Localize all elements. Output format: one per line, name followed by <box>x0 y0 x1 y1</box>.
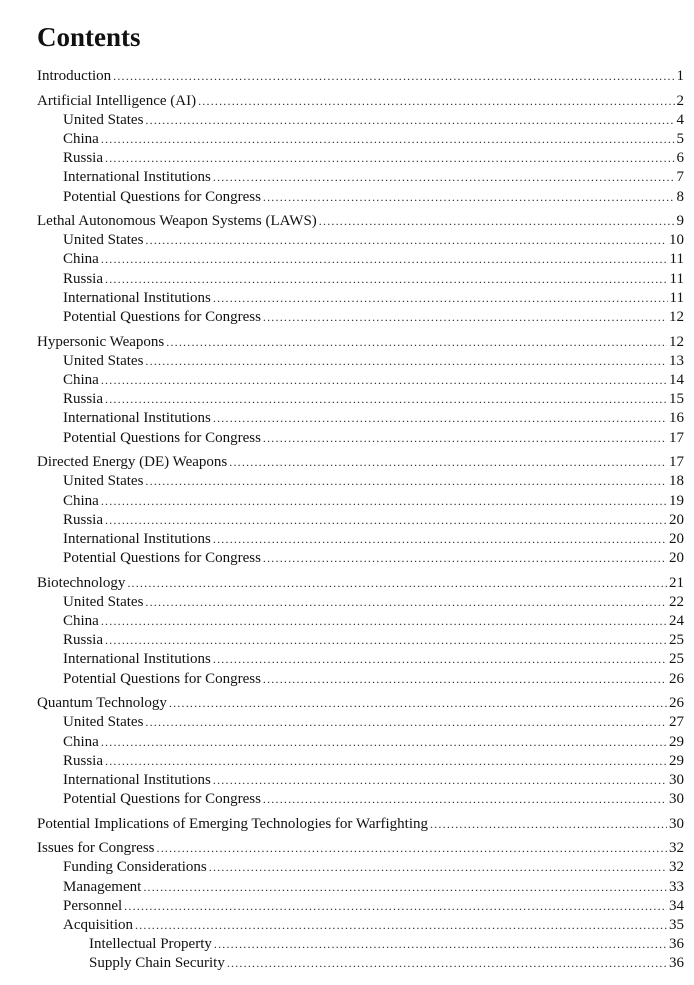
dot-leader <box>105 270 668 289</box>
dot-leader <box>145 593 667 612</box>
dot-leader <box>209 858 667 877</box>
toc-entry[interactable] <box>37 472 684 491</box>
dot-leader <box>169 694 667 713</box>
toc-entry-page: 9 <box>676 213 684 230</box>
toc-entry-title: Funding Considerations <box>63 859 207 876</box>
toc-entry-page: 32 <box>669 840 684 857</box>
dot-leader <box>430 815 667 834</box>
toc-entry-title: United States <box>63 352 144 369</box>
toc-entry-page: 12 <box>669 309 684 326</box>
dot-leader <box>145 231 667 250</box>
dot-leader <box>263 188 675 207</box>
toc-entry-page: 7 <box>676 169 684 186</box>
toc-entry[interactable] <box>37 670 684 689</box>
toc-entry[interactable] <box>37 212 684 231</box>
toc-entry-page: 11 <box>669 289 684 306</box>
toc-entry-page: 32 <box>669 859 684 876</box>
dot-leader <box>319 212 675 231</box>
toc-entry-title: Directed Energy (DE) Weapons <box>37 454 228 471</box>
dot-leader <box>105 631 667 650</box>
toc-entry-page: 20 <box>669 511 684 528</box>
dot-leader <box>145 713 667 732</box>
toc-entry-page: 11 <box>669 270 684 287</box>
toc-entry[interactable] <box>37 694 684 713</box>
dot-leader <box>101 130 675 149</box>
toc-entry-title: China <box>63 492 99 509</box>
dot-leader <box>213 530 667 549</box>
toc-entry[interactable] <box>37 409 684 428</box>
toc-entry-page: 18 <box>669 473 684 490</box>
dot-leader <box>143 878 667 897</box>
toc-entry-title: China <box>63 371 99 388</box>
toc-entry[interactable] <box>37 733 684 752</box>
toc-entry[interactable] <box>37 333 684 352</box>
toc-entry[interactable] <box>37 839 684 858</box>
toc-entry[interactable] <box>37 492 684 511</box>
toc-entry-title: United States <box>63 232 144 249</box>
toc-entry[interactable] <box>37 713 684 732</box>
toc-entry-page: 21 <box>669 574 684 591</box>
toc-entry[interactable] <box>37 858 684 877</box>
toc-entry[interactable] <box>37 231 684 250</box>
toc-entry-page: 34 <box>669 897 684 914</box>
toc-entry-title: Russia <box>63 632 104 649</box>
toc-entry-title: Potential Questions for Congress <box>63 188 261 205</box>
dot-leader <box>101 250 668 269</box>
toc-entry-title: Quantum Technology <box>37 695 167 712</box>
toc-entry-title: International Institutions <box>63 771 211 788</box>
dot-leader <box>145 111 674 130</box>
toc-entry-title: Issues for Congress <box>37 840 155 857</box>
dot-leader <box>263 549 667 568</box>
toc-entry-page: 26 <box>669 670 684 687</box>
toc-entry-page: 35 <box>669 917 684 933</box>
toc-entry-page: 30 <box>669 791 684 808</box>
dot-leader <box>213 409 667 428</box>
toc-entry-title: United States <box>63 473 144 490</box>
toc-entry-page: 29 <box>669 752 684 769</box>
toc-entry-title: United States <box>63 714 144 731</box>
toc-entry[interactable] <box>37 574 684 593</box>
dot-leader <box>198 92 674 111</box>
toc-entry-title: Russia <box>63 391 104 408</box>
dot-leader <box>101 371 667 390</box>
toc-entry-page: 30 <box>669 815 684 832</box>
toc-entry-page: 12 <box>669 333 684 350</box>
dot-leader <box>263 790 667 809</box>
toc-entry-page: 20 <box>669 550 684 567</box>
dot-leader <box>101 492 667 511</box>
toc-entry-page: 5 <box>676 130 684 147</box>
dot-leader <box>214 935 667 954</box>
page-title: Contents <box>37 22 141 52</box>
toc-entry-page: 29 <box>669 733 684 750</box>
toc-entry[interactable] <box>37 511 684 530</box>
toc-entry-page: 6 <box>676 150 684 167</box>
toc-entry-page: 16 <box>669 410 684 427</box>
toc-entry-title: Hypersonic Weapons <box>37 333 165 350</box>
toc-entry-page: 8 <box>676 188 684 205</box>
toc-entry-title: China <box>63 251 99 268</box>
toc-entry-title: Artificial Intelligence (AI) <box>37 92 197 109</box>
toc-entry[interactable] <box>37 270 684 289</box>
dot-leader <box>145 352 667 371</box>
toc-entry-page: 13 <box>669 352 684 369</box>
dot-leader <box>105 511 667 530</box>
toc-entry[interactable] <box>37 771 684 790</box>
dot-leader <box>101 733 667 752</box>
toc-entry[interactable] <box>37 897 684 916</box>
toc-entry-title: Personnel <box>63 897 123 914</box>
toc-entry-page: 2 <box>676 92 684 109</box>
toc-entry-title: China <box>63 613 99 630</box>
toc-entry-page: 26 <box>669 695 684 712</box>
dot-leader <box>213 650 667 669</box>
toc-entry[interactable] <box>37 631 684 650</box>
toc-entry-title: Russia <box>63 511 104 528</box>
toc-entry-title: International Institutions <box>63 289 211 306</box>
toc-entry[interactable] <box>37 549 684 568</box>
toc-entry-title: Acquisition <box>63 917 133 933</box>
toc-entry[interactable] <box>37 935 684 954</box>
toc-entry-title: International Institutions <box>63 530 211 547</box>
toc-entry-title: Potential Questions for Congress <box>63 309 261 326</box>
toc-entry-title: Potential Questions for Congress <box>63 550 261 567</box>
toc-entry-title: Supply Chain Security <box>89 955 225 972</box>
toc-entry[interactable] <box>37 168 684 187</box>
toc-entry-title: Intellectual Property <box>89 936 212 953</box>
toc-entry-title: Potential Questions for Congress <box>63 791 261 808</box>
toc-entry-title: Introduction <box>37 68 112 84</box>
toc-entry[interactable] <box>37 790 684 809</box>
toc-entry-title: Potential Questions for Congress <box>63 670 261 687</box>
toc-entry-title: Potential Questions for Congress <box>63 429 261 446</box>
dot-leader <box>124 897 667 916</box>
toc-entry[interactable] <box>37 130 684 149</box>
toc-entry[interactable] <box>37 752 684 771</box>
toc-entry-title: Management <box>63 878 142 895</box>
dot-leader <box>213 771 667 790</box>
toc-entry[interactable] <box>37 111 684 130</box>
toc-entry-title: China <box>63 733 99 750</box>
toc-entry-page: 14 <box>669 371 684 388</box>
toc-entry-page: 33 <box>669 878 684 895</box>
dot-leader <box>113 67 674 86</box>
dot-leader <box>229 453 667 472</box>
toc-entry[interactable] <box>37 92 684 111</box>
toc-entry-page: 15 <box>669 391 684 408</box>
toc-entry-page: 17 <box>669 454 684 471</box>
toc-entry[interactable] <box>37 308 684 327</box>
dot-leader <box>263 429 667 448</box>
toc-entry-page: 4 <box>676 111 684 128</box>
dot-leader <box>127 574 667 593</box>
toc-entry[interactable] <box>37 289 684 308</box>
toc-entry-title: United States <box>63 593 144 610</box>
dot-leader <box>166 333 667 352</box>
dot-leader <box>157 839 668 858</box>
toc-entry-page: 36 <box>669 955 684 972</box>
dot-leader <box>213 289 668 308</box>
dot-leader <box>105 149 674 168</box>
dot-leader <box>105 390 667 409</box>
toc-entry[interactable] <box>37 612 684 631</box>
toc-entry-page: 10 <box>669 232 684 249</box>
dot-leader <box>213 168 675 187</box>
toc-entry-title: International Institutions <box>63 410 211 427</box>
toc-entry[interactable] <box>37 916 684 935</box>
toc-entry[interactable] <box>37 954 684 973</box>
toc-entry-page: 1 <box>676 68 684 84</box>
toc-entry[interactable] <box>37 815 684 834</box>
toc-entry-title: Biotechnology <box>37 574 126 591</box>
toc-entry-title: Russia <box>63 150 104 167</box>
toc-entry[interactable] <box>37 250 684 269</box>
toc-entry-page: 27 <box>669 714 684 731</box>
toc-entry[interactable] <box>37 67 684 86</box>
toc-entry-title: Lethal Autonomous Weapon Systems (LAWS) <box>37 213 317 230</box>
toc-entry-title: Russia <box>63 270 104 287</box>
toc-entry-title: International Institutions <box>63 651 211 668</box>
toc-entry-page: 25 <box>669 651 684 668</box>
toc-entry[interactable] <box>37 453 684 472</box>
toc-entry[interactable] <box>37 188 684 207</box>
toc-entry-page: 20 <box>669 530 684 547</box>
toc-entry[interactable] <box>37 352 684 371</box>
toc-entry-page: 22 <box>669 593 684 610</box>
toc-entry-page: 11 <box>669 251 684 268</box>
toc-entry[interactable] <box>37 149 684 168</box>
dot-leader <box>263 308 667 327</box>
toc-entry[interactable] <box>37 878 684 897</box>
toc-entry-page: 17 <box>669 429 684 446</box>
toc-entry[interactable] <box>37 650 684 669</box>
dot-leader <box>263 670 667 689</box>
toc-entry[interactable] <box>37 593 684 612</box>
toc-entry-title: International Institutions <box>63 169 211 186</box>
toc-entry-page: 25 <box>669 632 684 649</box>
dot-leader <box>105 752 667 771</box>
dot-leader <box>101 612 667 631</box>
toc-entry-title: Russia <box>63 752 104 769</box>
toc-entry[interactable] <box>37 429 684 448</box>
dot-leader <box>227 954 667 973</box>
toc-entry[interactable] <box>37 371 684 390</box>
toc-entry-page: 36 <box>669 936 684 953</box>
toc-entry[interactable] <box>37 530 684 549</box>
dot-leader <box>145 472 667 491</box>
toc-entry-page: 19 <box>669 492 684 509</box>
toc-entry[interactable] <box>37 390 684 409</box>
toc-entry-title: United States <box>63 111 144 128</box>
toc-entry-title: China <box>63 130 99 147</box>
table-of-contents <box>37 67 684 974</box>
toc-entry-page: 30 <box>669 771 684 788</box>
toc-entry-title: Potential Implications of Emerging Technologies for Warfighting <box>37 815 429 832</box>
dot-leader <box>135 916 667 935</box>
toc-entry-page: 24 <box>669 613 684 630</box>
